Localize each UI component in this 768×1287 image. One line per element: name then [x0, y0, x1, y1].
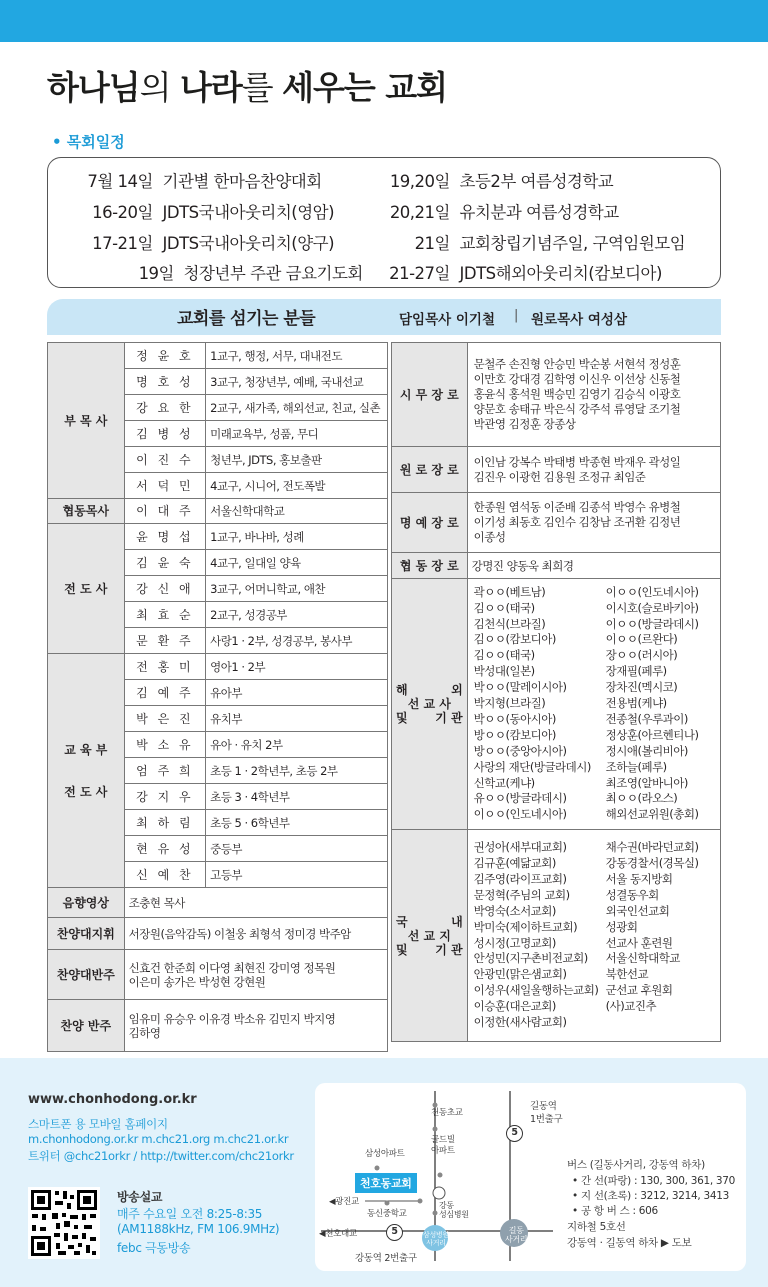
mission-item: 채수권(바라던교회): [605, 840, 699, 855]
website-link[interactable]: www.chonhodong.or.kr: [28, 1092, 197, 1107]
category-elders: 시 무 장 로: [392, 343, 468, 447]
category-music-video: 음향영상: [48, 888, 125, 918]
mission-item: 해외선교위원(총회): [605, 807, 699, 822]
staff-name: 엄 주 희: [124, 758, 206, 784]
staff-duty: 초등 1 · 2학년부, 초등 2부: [206, 758, 388, 784]
map-label-bridge: ◀천호대교: [319, 1229, 357, 1239]
choir-accompanists-list: 신효건 한준희 이다영 최현진 강미영 정목원 이은미 송가은 박성현 강현원: [124, 950, 387, 1000]
header-separator: |: [514, 308, 519, 323]
mission-item: 방ㅇㅇ(캄보디아): [473, 727, 556, 742]
map-label-apartment: 골드빌: [431, 1135, 455, 1145]
mission-item: 정시애(볼리비아): [605, 743, 688, 758]
schedule-item: 21일 교회창립기념주일, 구역임원모임: [414, 234, 686, 253]
category-retired-elders: 원 로 장 로: [392, 447, 468, 493]
category-choir-conductors: 찬양대지휘: [48, 918, 125, 950]
staff-name: 강 요 한: [124, 395, 206, 421]
line5-marker: 5: [386, 1224, 403, 1241]
category-overseas-missions: 해 외 선 교 사 및 기 관: [392, 579, 468, 830]
domestic-missions-list: [467, 830, 720, 1042]
mission-item: 김주영(라이프교회): [473, 871, 567, 886]
category-associate-pastors: 부 목 사: [48, 343, 125, 499]
mobile-links[interactable]: m.chonhodong.or.kr m.chc21.org m.chc21.or.kr: [28, 1132, 289, 1146]
mission-item: 성시정(고명교회): [473, 935, 556, 950]
senior-pastor: 담임목사 이기철: [399, 312, 495, 328]
mission-item: 박미숙(제이하트교회): [473, 919, 578, 934]
category-honorary-elders: 명 예 장 로: [392, 493, 468, 553]
mission-item: 방ㅇㅇ(중앙아시아): [473, 743, 567, 758]
mission-item: 전용범(케냐): [605, 696, 667, 711]
schedule-item: 20,21일 유치분과 여름성경학교: [389, 203, 619, 222]
mission-item: 이ㅇㅇ(르완다): [605, 632, 678, 647]
category-evangelists: 전 도 사: [48, 524, 125, 654]
location-map-panel: [315, 1083, 746, 1271]
mission-item: 서울신학대학교: [605, 951, 680, 966]
mission-item: 이성우(새일울행하는교회): [473, 983, 599, 998]
subway-desc: 강동역 · 길동역 하차 ▶ 도보: [567, 1237, 692, 1249]
staff-duty: 3교구, 청장년부, 예배, 국내선교: [206, 369, 388, 395]
mission-item: 김규훈(예닮교회): [473, 855, 556, 870]
map-label-apartment: 아파트: [431, 1146, 455, 1156]
schedule-item: 19,20일 초등2부 여름성경학교: [389, 172, 614, 191]
staff-name: 이 대 주: [124, 499, 206, 524]
schedule-item: 21-27일 JDTS해외아웃리치(캄보디아): [389, 264, 662, 283]
bus-trunk: • 간 선(파랑) : 130, 300, 361, 370: [572, 1175, 736, 1187]
category-cooperating-elders: 협 동 장 로: [392, 553, 468, 579]
staff-duty: 유치부: [206, 706, 388, 732]
staff-duty: 초등 5 · 6학년부: [206, 810, 388, 836]
mission-item: 안성민(지구촌비전교회): [473, 951, 588, 966]
mission-item: 이승훈(대은교회): [473, 999, 556, 1014]
staff-name: 문 환 주: [124, 628, 206, 654]
staff-table-left: [47, 342, 388, 1052]
mission-item: 장차진(멕시코): [605, 680, 678, 695]
map-label-hospital: 강동 성심병원: [439, 1201, 469, 1219]
mission-item: 장ㅇㅇ(러시아): [605, 648, 678, 663]
map-label-exit1: 1번출구: [530, 1114, 563, 1125]
staff-name: 신 예 찬: [124, 862, 206, 888]
mission-item: 성광회: [605, 919, 638, 934]
staff-name: 현 유 성: [124, 836, 206, 862]
category-education: 교 육 부 전 도 사: [48, 654, 125, 888]
staff-name: 서 덕 민: [124, 473, 206, 499]
staff-duty: 3교구, 어머니학교, 애찬: [206, 576, 388, 602]
mission-item: 사랑의 재단(방글라데시): [473, 759, 591, 774]
staff-header-title: 교회를 섬기는 분들: [177, 309, 316, 329]
bus-airport: • 공 항 버 스 : 606: [572, 1205, 658, 1217]
choir-conductors-list: 서장원(음악감독) 이철웅 최형석 정미경 박주암: [124, 918, 387, 950]
map-label-school: 동신중학교: [367, 1209, 407, 1219]
staff-name: 명 호 성: [124, 369, 206, 395]
map-label-station-exit: 강동역 2번출구: [355, 1253, 417, 1264]
subway-title: 지하철 5호선: [567, 1221, 626, 1233]
mobile-label: 스마트폰 용 모바일 홈페이지: [28, 1117, 168, 1131]
schedule-item: 7월 14일 기관별 한마음찬양대회: [87, 172, 322, 191]
staff-name: 김 병 성: [124, 421, 206, 447]
staff-name: 최 하 림: [124, 810, 206, 836]
mission-item: 권성아(새부대교회): [473, 840, 567, 855]
cooperating-elders-list: 강명진 양동욱 최희경: [467, 553, 720, 579]
mission-item: 박ㅇㅇ(말레이시아): [473, 680, 567, 695]
staff-name: 김 예 주: [124, 680, 206, 706]
map-label-exit1: 길동역: [530, 1101, 557, 1112]
staff-name: 강 지 우: [124, 784, 206, 810]
staff-name: 김 윤 숙: [124, 550, 206, 576]
staff-header: [47, 299, 721, 335]
mission-item: 최ㅇㅇ(라오스): [605, 791, 678, 806]
map-label-bridge: ◀광진교: [329, 1197, 359, 1207]
category-choir-accompanists: 찬양대반주: [48, 950, 125, 1000]
staff-duty: 2교구, 새가족, 해외선교, 친교, 실촌: [206, 395, 388, 421]
category-praise-accompanists: 찬양 반주: [48, 1000, 125, 1052]
mission-item: 이ㅇㅇ(방글라데시): [605, 616, 699, 631]
mission-item: 외국인선교회: [605, 903, 670, 918]
map-church-label: 천호동교회: [355, 1173, 417, 1193]
staff-duty: 4교구, 일대일 양육: [206, 550, 388, 576]
staff-duty: 유아 · 유치 2부: [206, 732, 388, 758]
qr-code[interactable]: [28, 1187, 100, 1259]
staff-name: 이 진 수: [124, 447, 206, 473]
staff-table-right: [391, 342, 721, 1042]
praise-accompanists-list: 임유미 유승우 이유경 박소유 김민지 박지영 김하영: [124, 1000, 387, 1052]
staff-duty: 1교구, 바나바, 성례: [206, 524, 388, 550]
mission-item: 장재필(페루): [605, 664, 667, 679]
honorary-elders-list: 한종원 염석동 이준배 김종석 박영수 유병철 이기성 최동호 김인수 김창남 조귀환 김정년 이종성: [467, 493, 720, 553]
twitter-link[interactable]: 트위터 @chc21orkr / http://twitter.com/chc21orkr: [28, 1149, 294, 1163]
staff-duty: 사랑1 · 2부, 성경공부, 봉사부: [206, 628, 388, 654]
schedule-item: 19일 청장년부 주관 금요기도회: [138, 264, 363, 283]
mission-item: 최조영(알바니아): [605, 775, 688, 790]
mission-item: 강동경찰서(경목실): [605, 855, 699, 870]
staff-duty: 영아1 · 2부: [206, 654, 388, 680]
mission-item: 이시호(슬로바키아): [605, 600, 699, 615]
staff-duty: 서울신학대학교: [206, 499, 388, 524]
mission-item: 문정혁(주님의 교회): [473, 887, 570, 902]
emeritus-pastor: 원로목사 여성삼: [531, 312, 627, 328]
mission-item: 이ㅇㅇ(인도네시아): [473, 807, 567, 822]
mission-item: 조하늘(페루): [605, 759, 667, 774]
staff-duty: 중등부: [206, 836, 388, 862]
broadcast-time: 매주 수요일 오전 8:25-8:35: [117, 1207, 263, 1221]
top-accent-bar: [0, 0, 768, 42]
map-label-apartment: 삼성아파트: [365, 1149, 405, 1159]
mission-item: 북한선교: [605, 967, 649, 982]
mission-item: 박성대(일본): [473, 664, 535, 679]
mission-item: (사)교진추: [605, 999, 657, 1014]
staff-duty: 유아부: [206, 680, 388, 706]
mission-item: 김천식(브라질): [473, 616, 546, 631]
schedule-label: • 목회일정: [52, 133, 125, 151]
category-domestic-missions: 국 내 선 교 지 및 기 관: [392, 830, 468, 1042]
page-title: 하나님의 나라를 세우는 교회: [47, 68, 448, 107]
staff-name: 정 윤 호: [124, 343, 206, 369]
elders-list: 문철주 손진형 안승민 박순봉 서현석 정성훈 이만호 강대경 김학영 이신우 이선상 신동철 홍윤식 홍석원 백승민 김영기 김승식 이광호 양문호 송태규 박은식 강주석 류영달 조기철 박관영 김정훈 장종상: [467, 343, 720, 447]
mission-item: 박지형(브라질): [473, 696, 546, 711]
map-label-junction: 길동 사거리: [505, 1226, 528, 1244]
map-label-junction: 삼성병원 사거리: [423, 1231, 449, 1247]
mission-item: 신학교(케냐): [473, 775, 535, 790]
schedule-item: 17-21일 JDTS국내아웃리치(양구): [92, 234, 335, 253]
broadcast-frequency: (AM1188kHz, FM 106.9MHz): [117, 1222, 280, 1236]
staff-duty: 1교구, 행정, 서무, 대내전도: [206, 343, 388, 369]
staff-name: 최 효 순: [124, 602, 206, 628]
category-cooperating-pastor: 협동목사: [48, 499, 125, 524]
bus-title: 버스 (길동사거리, 강동역 하차): [567, 1159, 705, 1171]
music-video-staff: 조충현 목사: [124, 888, 387, 918]
line5-marker: 5: [506, 1125, 523, 1142]
mission-item: 유ㅇㅇ(방글라데시): [473, 791, 567, 806]
mission-item: 박ㅇㅇ(동아시아): [473, 711, 556, 726]
mission-item: 성결동우회: [605, 887, 659, 902]
staff-duty: 2교구, 성경공부: [206, 602, 388, 628]
broadcast-station: febc 극동방송: [117, 1241, 191, 1255]
overseas-missions-list: [467, 579, 720, 830]
mission-item: 김ㅇㅇ(태국): [473, 600, 535, 615]
mission-item: 정상훈(아르헨티나): [605, 727, 699, 742]
schedule-item: 16-20일 JDTS국내아웃리치(영암): [92, 203, 335, 222]
broadcast-title: 방송설교: [117, 1190, 163, 1204]
mission-item: 곽ㅇㅇ(베트남): [473, 584, 546, 599]
mission-item: 이ㅇㅇ(인도네시아): [605, 584, 699, 599]
staff-duty: 청년부, JDTS, 홍보출판: [206, 447, 388, 473]
map-label-school: 천동초교: [431, 1108, 463, 1118]
staff-name: 윤 명 섭: [124, 524, 206, 550]
mission-item: 이정한(새사람교회): [473, 1015, 567, 1030]
staff-name: 박 은 진: [124, 706, 206, 732]
bus-branch: • 지 선(초록) : 3212, 3214, 3413: [572, 1190, 729, 1202]
mission-item: 선교사 훈련원: [605, 935, 673, 950]
staff-duty: 4교구, 시니어, 전도폭발: [206, 473, 388, 499]
mission-item: 안광민(맑은샘교회): [473, 967, 567, 982]
staff-name: 박 소 유: [124, 732, 206, 758]
staff-duty: 고등부: [206, 862, 388, 888]
mission-item: 서울 동지방회: [605, 871, 673, 886]
mission-item: 박영숙(소서교회): [473, 903, 556, 918]
mission-item: 전종철(우루과이): [605, 711, 688, 726]
staff-duty: 초등 3 · 4학년부: [206, 784, 388, 810]
staff-duty: 미래교육부, 성품, 무디: [206, 421, 388, 447]
mission-item: 김ㅇㅇ(캄보디아): [473, 632, 556, 647]
retired-elders-list: 이인남 강복수 박태병 박종현 박재우 곽성일 김진우 이광헌 김용원 조정규 최임준: [467, 447, 720, 493]
schedule-box: [47, 157, 721, 288]
staff-name: 강 신 애: [124, 576, 206, 602]
mission-item: 군선교 후원회: [605, 983, 673, 998]
mission-item: 김ㅇㅇ(태국): [473, 648, 535, 663]
staff-name: 전 홍 미: [124, 654, 206, 680]
